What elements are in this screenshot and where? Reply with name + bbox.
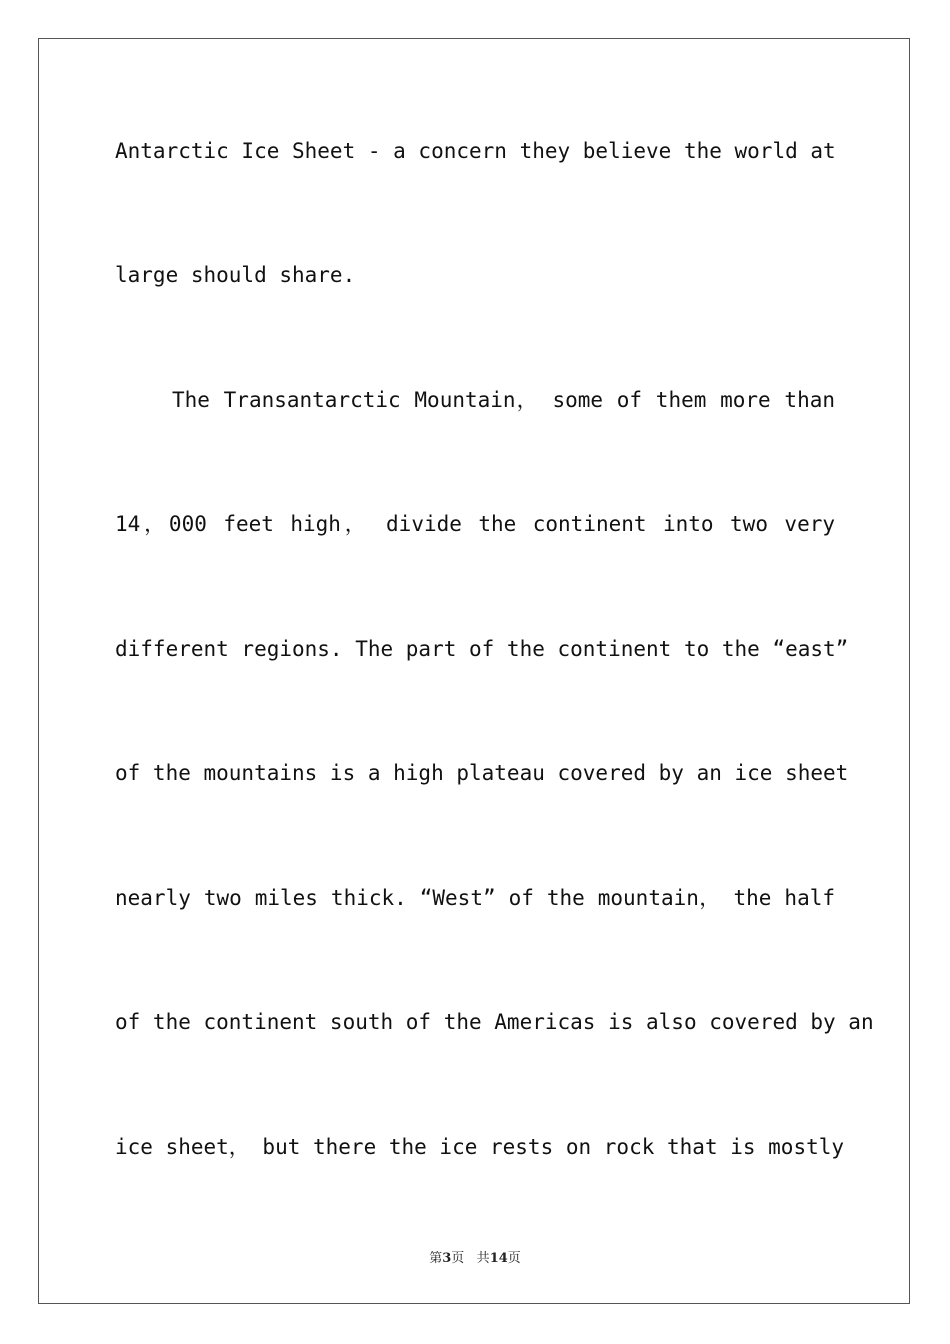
page-number: 3 — [442, 1251, 452, 1266]
text-line-3: The Transantarctic Mountain， some of them more than — [172, 388, 835, 412]
page-prefix: 第 — [429, 1251, 443, 1266]
text-line-4: 14，000 feet high， divide the continent into two very — [115, 512, 835, 536]
total-prefix: 共 — [476, 1251, 490, 1266]
text-line-1: Antarctic Ice Sheet - a concern they believe the world at — [115, 139, 836, 163]
text-line-9: ice sheet， but there the ice rests on rock that is mostly — [115, 1135, 845, 1159]
total-pages: 14 — [489, 1251, 508, 1266]
page-suffix: 页 — [451, 1251, 465, 1266]
text-line-7: nearly two miles thick. “West” of the mountain， the half — [115, 886, 835, 910]
page-footer — [0, 1247, 950, 1266]
total-suffix: 页 — [507, 1251, 521, 1266]
text-line-8: of the continent south of the Americas is also covered by an — [115, 1010, 874, 1034]
page-border — [38, 38, 910, 1304]
text-line-6: of the mountains is a high plateau covered by an ice sheet — [115, 761, 849, 785]
text-line-5: different regions. The part of the continent to the “east” — [115, 637, 849, 661]
text-line-2: large should share. — [115, 263, 356, 287]
